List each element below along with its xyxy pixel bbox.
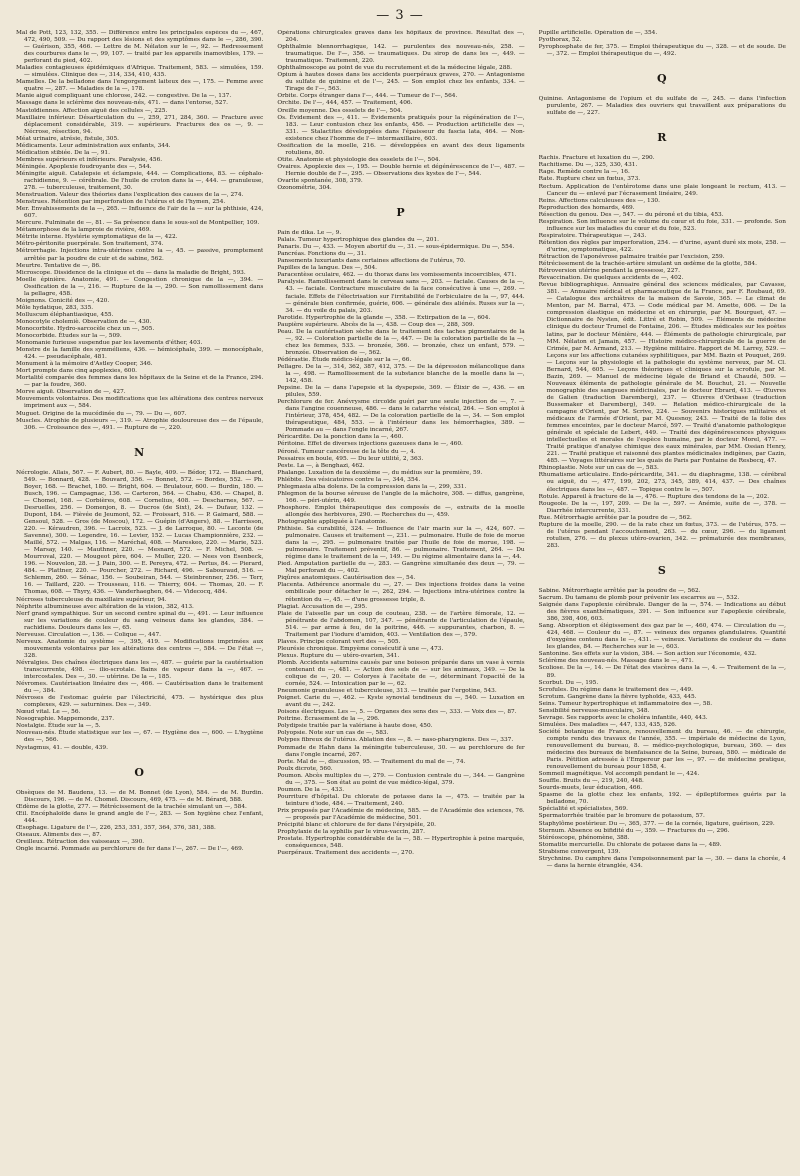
index-entry: Monstre de la famille des symméliens, 436. — hémicéphale, 399. — monocéphale, 424. — pseudacéphale, 481. [16,347,264,361]
index-entry: Oreille moyenne. Des osselets de l'—, 504. [277,107,403,114]
index-entry: Peste. La —, à Benghazi, 462. [277,462,365,469]
index-entry: Plomb. Accidents saturnins causés par une boisson préparée dans un vase à vernis contenant du —, 481. — Action des sels de — sur les animaux, 349. — De la colique de —, 20. — Coloryes à l'acétate de —, déterminant l'opacité de la cornée, 524. — Intoxication par le —, 62. [277,659,525,688]
index-entry: Pupille artificielle. Opération de —, 354. [538,30,658,36]
index-entry: Polypes fibreux de l'utérus. Ablation des —, 8. — naso-pharyngiens. Des —, 337. [277,737,514,744]
index-entry: Nerveuse. Circulation —, 136. — Colique —, 447. [16,631,162,638]
index-entry: Névralgies. Des chaînes électriques dans les —, 487. — guérie par la cautérisation transcurrente, 498. — ilio-scrotale. Bains de vapeur dans la —, 467. — intercostales. Des —, 30. — utérine. De la —, 185. [16,659,264,681]
index-entry: Nerveux. Anatomie du système —, 395, 419. — Modifications imprimées aux mouvements volontaires par les altérations des centres —, 584. — De l'état —, 328. [16,638,264,659]
index-entry: Môle hydatique, 283, 335. [16,304,94,311]
index-entry: Sacrum. Du tamanu de plomb pour prévenir les escarres au —, 532. [538,595,740,601]
index-entry: Spasme de la glotte chez les enfants, 192. — épileptiformes guéris par la belladone, 70. [538,792,786,806]
index-entry: Néphrite albumineuse avec altération de la vision, 382, 413. [16,603,194,610]
index-entry: Mastoïdiennes. Affection aiguë des cellules —, 225. [16,107,168,114]
index-entry: Saignée dans l'apoplexie cérébrale. Danger de la —, 574. — Indications au début des fièvres exanthématiques, 391. — Son influence sur l'apoplexie cérébrale, 386, 398, 406, 603. [538,602,786,623]
index-entry: Pancréas. Fonctions du —, 31. [277,251,367,258]
index-entry: Rétraction de l'aponévrose palmaire traitée par l'excision, 259. [538,253,725,260]
index-entry: Santonine. Ses effets sur la vision, 384. — Son action sur l'économie, 432. [538,651,757,658]
index-entry: Perchlorure de fer. Anévrysme circoïde guéri par une seule injection de —, 7. — dans l'angine couenneuse, 486. — dans le catarrhe vésical, 264. — Son emploi à l'intérieur, 378, 454, 482. — De la coloration partielle de la —, 34. — Son emploi thérapeutique, 484, 553. — à l'intérieur dans les hémorrhagies, 389. — Pommade au — dans l'ongle incarné, 267. [277,399,525,434]
index-entry: Phalange. Luxation de la deuxième —, du médius sur la première, 59. [277,469,483,476]
section-letter: P [396,206,406,220]
index-entry: Résection du genou. Des —, 547. — du péroné et du tibia, 453. [538,211,724,218]
index-entry: Mal de Pott, 123, 132, 355. — Différence entre les principales espèces du —, 467, 472, 490, 509. — Du rapport des lésions et des symptômes dans le —, 286, 390. — Guérison, 355, 466. — Lettre de M. Nélaton sur le —, 92. — Redressement des courbures dans le —, 99, 107. — traité par les appareils inamovibles, 179. — perforant du pied, 402. [16,30,264,65]
index-entry: Morve aiguë. Observation de —, 427. [16,389,126,396]
index-entry: Mer. Envahissements de la —, 265. — Influence de l'air de la — sur la phthisie, 424, 607. [16,206,264,220]
index-entry: Massage dans le sclérème des nouveau-nés, 471. — dans l'entorse, 527. [16,100,229,107]
index-entry: Ophthalmoscope au point de vue du recrutement et de la médecine légale, 288. [277,65,512,72]
index-entry: Poulx dicrote, 560. [277,765,333,772]
index-entry: Sclérème des nouveau-nés. Massage dans le —, 471. [538,658,694,665]
index-entry: Microscope. Dissidence de la clinique et du — dans la maladie de Bright, 593. [16,269,246,276]
index-entry: Seins. Tumeur hypertrophique et inflammatoire des —, 58. [538,700,713,707]
index-entry: Orbite. Corps étranger dans l'—, 444. — Tumeur de l'—, 564. [277,93,458,100]
index-entry: Rachis. Fracture et luxation du —, 290. [538,155,655,162]
index-entry: Staphylôme postérieur. Du —, 365, 377. — de la cornée, ligature, guérison, 229. [538,820,775,827]
section-letter: Q [657,72,668,86]
index-entry: Rupture de la moelle, 290. — de la rate chez un fœtus, 373. — de l'utérus, 575. — de l'utérus pendant l'accouchement, 263. — du cœur, 296. — du ligament rotulien, 276. — du plexus utéro-ovarien, 342. — prématurée des membranes, 283. [538,521,786,549]
index-entry: Pédérastie. Étude médico-légale sur la —, 66. [277,356,412,363]
index-entry: Poisons électriques. Les —, 5. — Organes des sens des —, 333. — Voix des —, 87. [277,709,517,716]
index-entry: Paupière supérieure. Abcès de la —, 438. — Coup des —, 288, 309. [277,321,475,328]
index-entry: Spécialité et spécialistes, 569. [538,806,628,813]
index-entry: Rectum. Application de l'entérotome dans une plaie longeant le rectum, 413. — Cancer du — enlevé par l'écrasement linéaire, 249. [538,183,786,197]
index-entry: Rhinoplastie. Note sur un cas de —, 583. [538,465,659,472]
index-column-2 [277,30,524,1166]
index-entry: Rhumatisme articulaire. Endo-péricardite, 341. — du diaphragme, 138. — cérébral ou aiguë, du —, 477, 199, 202, 273, 345, 389, 414, 437. — Des chaînes électriques dans les —, 487. — Topique contre le —, 507. [538,472,786,493]
index-entry: Respiration. Son influence sur le volume du cœur et du foie, 331. — profonde. Son influence sur les maladies du cœur et du foie, 523. [538,218,786,232]
index-entry: Revue bibliographique. Annuaire général des sciences médicales, par Cavasse, 381. — Annuaire médical et pharmaceutique de la France, par F. Roubaud, 69. — Catalogue des archiâtres de la maison de Savoie, 365. — Le climat de Menton, par M. Barral, 473. — Code médical par M. Amette, 606. — De la compression élastique en médecine et en chirurgie, par M. Bourguet, 47. — Dictionnaire de Nysten, édit. Littré et Robin, 509. — Éléments de médecine clinique du docteur Trumel de Fontaine, 206. — Études médicales sur les poètes latins, par le docteur Ménière, 444. — Éléments de pathologie chirurgicale, par MM. Nélaton et Jamain, 457. — Histoire médico-chirurgicale de la guerre de Crimée, par M. Armand, 213. — Hygiène militaire. Rapport de M. Larrey, 529. — Leçons sur les affections cutanées syphilitiques, par MM. Bazin et Pouquet, 269. — Leçons sur la physiologie et la pathologie du système nerveux, par M. Cl. Bernard, 544, 605. — Leçons théoriques et cliniques sur la scrofule, par M. Bazin, 269. — Manuel de médecine légale de Briand et Chaudé, 509. — Nouveaux éléments de pathologie générale de M. Bouchut, 21. — Nouvelle monographie des sangsues médicinales, par le docteur Ebrard, 413. — Œuvres de Galien (traduction Daremberg), 237. — Œuvres d'Oribase (traduction Bussemaker et Daremberg), 349. — Relation médico-chirurgicale de la campagne d'Orient, par M. Scrive, 224. — Souvenirs historiques militaires et médicaux de l'armée d'Orient, par M. Quesnoy, 243. — Traité de la folie des femmes enceintes, par le docteur Marcé, 597. — Traité d'anatomie pathologique générale et spéciale de Lebert, 449. — Traité des dégénérescences physiques intellectuelles et morales de l'espèce humaine, par le docteur Morel, 477. — Traité pratique d'analyse chimique des eaux minérales, par MM. Ossian Henry, 221. — Traité pratique et raisonné des plantes médicinales indigènes, par Cazin, 485. — Voyages littéraires sur les quais de Paris par Fontaine de Resbecq, 47. [538,282,786,465]
index-entry: Stéréoscope, phénomène, 388. [538,834,630,841]
index-entry: Mort prompte dans cinq apoplexies, 600. [16,368,138,375]
index-entry: Polydipsie traitée par la valériane à haute dose, 450. [277,723,433,730]
index-entry: Maladies contagieuses épidémiques d'Afrique. Traitement, 583. — simulées, 159. — simulées. Clinique des —, 314, 334, 410, 435. [16,65,264,79]
index-entry: Membres supérieurs et inférieurs. Paralysie, 456. [16,156,163,163]
index-entry: Mercure. Fulminate de —, 81. — Sa présence dans le sous-sol de Montpellier, 109. [16,220,260,227]
index-entry: Rue. Métrorrhagie arrêtée par la poudre de —, 562. [538,514,692,521]
index-entry: Scrotum. Gangrène dans la fièvre typhoïde, 433, 445. [538,693,697,700]
index-entry: Menstruation. Valeur des théories dans l'explication des causes de la —, 274. [16,192,244,199]
index-entry: Métrite interne. Hystérie symptomatique de la —, 422. [16,234,178,241]
index-entry: Nosographie. Mappemonde, 237. [16,716,115,723]
index-entry: Strychnine. Du camphre dans l'empoisonnement par la —, 30. — dans la chorée, 4 — dans la hernie étranglée, 434. [538,855,786,869]
index-entry: Otite. Anatomie et physiologie des osselets de l'—, 504. [277,156,441,163]
index-entry: Poumon. De la —, 433. [277,786,345,793]
index-entry: Plagiat. Accusation de —, 295. [277,603,368,610]
index-entry: Névromes. Cautérisation linéaire des —, 466. — Cautérisation dans le traitement du —, 384. [16,681,264,695]
index-entry: Piqûres anatomiques. Cautérisation des —, 54. [277,575,416,582]
index-entry: Pellagre. De la —, 314, 362, 387, 412, 375. — De la dépression mélancolique dans la —, 498. — Ramollissement de la substance blanche de la moelle dans la —, 142, 458. [277,363,525,385]
index-entry: Péroné. Tumeur cancéreuse de la tête du —, 4. [277,448,416,455]
index-entry: Monument à la mémoire d'Astley Cooper, 346. [16,361,153,368]
index-entry: Quinine. Antagonisme de l'opium et du sulfate de —, 245. — dans l'infection purulente, 267. — Maladies des ouvriers qui travaillent aux préparations du sulfate de —, 227. [538,96,786,117]
index-entry: Pleurésie chronique. Empyème consécutif à une —, 473. [277,645,444,652]
index-entry: Phthisie. Sa curabilité, 324. — Influence de l'air marin sur la —, 424, 607. — pulmonaire. Causes et traitement —, 231. — pulmonaire. Huile de foie de morue dans la —, 295. — pulmonaire traitée par l'huile de foie de morue, 198. — pulmonaire. Traitement préventif, 86. — pulmonaire. Traitement, 264. — Du régime dans le traitement de la —, 149. — Du régime alimentaire dans la —, 44. [277,526,525,561]
index-entry: Pain de dika. Le —, 9. [277,230,342,237]
index-entry: Revaccination. De quelques accidents de —, 402. [538,275,684,282]
index-entry: Plaves. Principe colorant vert des —, 505. [277,638,401,645]
index-entry: Mortalité comparée des femmes dans les hôpitaux de la Seine et de la France, 294. — par la foudre, 360. [16,375,264,389]
index-column-1 [16,30,263,1166]
index-entry: Papilles de la langue. Des —, 504. [277,265,377,272]
index-entry: Nécroses tuberculeuse du maxillaire supérieur, 94. [16,596,167,603]
index-entry: Molluscum éléphantiasique, 455. [16,311,114,318]
index-entry: Maxillaire inférieur. Désarticulation du —, 259, 271, 284, 360. — Fracture avec déplacement considérable, 319. — supérieurs. Fractures des os —, 9. — Nécrose, résection, 94. [16,114,264,135]
index-entry: Poignet. Carie du —, 462. — Kyste synovial tendineux du —, 540. — Luxation en avant du —, 242. [277,695,525,709]
index-entry: Plaie de l'aisselle par un coup de couteau, 238. — de l'artère fémorale, 12. — pénétrante de l'abdomen, 107, 347. — pénétrante de l'articulation de l'épaule, 514. — par arme à feu, de la poitrine, 446. — suppurantes, charbon, 8. — Traitement par l'iodure d'amidon, 403. — Ventilation des —, 579. [277,610,525,638]
section-letter: O [134,765,145,779]
page-number: — 3 — [376,8,424,23]
index-entry: Prostate. Hypertrophie considérable de la —, 58. — Hypertrophie à peine marquée, conséquences, 548. [277,836,525,850]
index-entry: Nouveau-nés. Étude statistique sur les —, 67. — Hygiène des —, 600. — L'hygiène des —, 566. [16,730,264,744]
index-entry: Pessaires en boule, 495. — Du leur utilité, 2, 363. [277,455,424,462]
index-entry: Polyopsie. Note sur un cas de —, 583. [277,730,389,737]
index-entry: Pourriture d'hôpital. Du chlorate de potasse dans la —, 475. — traitée par la teinture d'iode, 484. — Traitement, 240. [277,793,525,807]
section-letter: R [657,131,668,145]
index-entry: Rate. Rupture chez un fœtus, 373. [538,176,641,183]
index-entry: Pepsine. De la — dans l'apepsie et la dyspepsie, 369. — Élixir de —, 436. — en pilules, 559. [277,385,525,399]
index-entry: Puerpéraux. Traitement des accidents —, 270. [277,850,414,857]
index-entry: Rotule. Appareil à fracture de la —, 476. — Rupture des tendons de la —, 202. [538,493,770,500]
index-entry: Rétention des règles par imperforation, 254. — d'urine, ayant duré six mois, 258. — d'urine, symptomatique, 422. [538,239,786,253]
index-entry: Os. Évidement des —, 411. — Évidements pratiqués pour la régénération de l'—, 183. — Leur contusion chez les enfants, 456. — Production artificielle des —, 331. — Stalactites développées dans l'épaisseur du fascia lata, 464. — Non-existence chez l'homme de l'— intermaxillaire, 603. [277,114,525,142]
index-entry: Monomanie furieuse suspendue par les lavements d'éther, 403. [16,340,203,347]
index-entry: Société botanique de France, renouvellement du bureau, 46. — de chirurgie, compte rendu des travaux de l'année, 355. — impériale de médecine de Lyon, renouvellement du bureau, 8. — médico-psychologique, bureau, 360. — des médecins des bureaux de bienfaisance de la Seine, bureau, 580. — médicale de Paris. Pétition adressée à l'Empereur par les —, 97. — de médecine pratique, renouvellement du bureau pour 1858, 4. [538,728,786,771]
index-entry: Monocotyle cholemiè. Observation de —, 430. [16,318,152,325]
index-entry: Ossification de la moelle, 216. — développées en avant des deux ligaments rotuliens, 80. [277,142,525,156]
index-entry: Spermatorrhée traitée par le bromure de potassium, 57. [538,813,705,820]
index-entry: Scorbut. Du —, 195. [538,679,599,686]
index-entry: Pommade de Hahn dans la méningite tuberculeuse, 30. — au perchlorure de fer dans l'ongle incarné, 267. [277,744,525,758]
index-entry: Oiseaux. Aliments des —, 87. [16,831,102,838]
index-entry: Souffle. Bruits du —, 219, 240, 448. [538,778,644,785]
index-entry: Palais. Tumeur hypertrophique des glandes du —, 201. [277,237,439,244]
index-entry: Monocorbide. Études sur la —, 509. [16,333,122,340]
index-entry: Parotide. Hypertrophie de la glande —, 358. — Extirpation de la —, 604. [277,314,491,321]
index-entry: Plexus. Rupture du — utéro-ovarien, 341. [277,652,400,659]
index-entry: Muscles. Atrophie de plusieurs —, 319. — Atrophie douloureuse des — de l'épaule, 306. — Croissance des —, 491. — Rupture de —, 220. [16,417,264,431]
section-letter: N [134,445,146,459]
index-entry: Pneumonie granuleuse et tuberculeuse, 313. — traitée par l'ergotine, 543. [277,688,497,695]
index-entry: Névroses de l'estomac guérie par l'électricité, 475. — hystérique des plus complexes, 429. — saturnines. Des —, 349. [16,695,264,709]
index-entry: Sevrage. Ses rapports avec le choléra infantile, 440, 443. [538,714,708,721]
index-entry: Méningée. Apoplexie foudroyante des —, 544. [16,163,152,170]
index-entry: Photographie appliquée à l'anatomie. [277,519,388,525]
index-entry: Poumon. Abcès multiples du —, 279. — Contusion centrale du —, 344. — Gangrène du —, 375. — Son état au point de vue médico-légal, 379. [277,772,525,786]
index-entry: Métro-péritonite puerpérale. Son traitement, 374. [16,241,164,248]
index-entry: Péritoine. Effet de diverses injections gazeuses dans le —, 460. [277,441,463,448]
index-entry: Sommeil magnétique. Vol accompli pendant le —, 424. [538,771,700,778]
index-entry: Opium à hautes doses dans les accidents puerpéraux graves, 270. — Antagonisme du sulfate de quinine et de l'—, 245. — Son emploi chez les enfants, 334. — Tirage de l'—, 563. [277,72,525,93]
index-entry: Muguet. Origine de la mucédinée du —, 79. — Du —, 607. [16,410,187,417]
index-entry: Nécrologie. Allais, 567. — F. Aubert, 80. — Bayle, 409. — Bédor, 172. — Blanchard, 549. — Bonnard, 428. — Bouvard, 356. — Bonnet, 572. — Bordes, 552. — Ph. Boyer, 168. — Brachet, 180. — Bright, 604. — Brulatour, 600. — Burdin, 180. — Busch, 196. — Campagnac, 136. — Carteron, 564. — Chabu, 436. — Chapel, 8. — Chomel, 168. — Corbières, 608. — Cornelius, 408. — Descharnes, 567. — Desruelles, 256. — Domenjon, 8. — Ducros (de Sixt), 24. — Dufaur, 132. — Dupont, 184. — Fièvée de Jeumont, 52. — Froissart, 516. — P. Gaimard, 588. — Gensoul, 528. — Gros (de Moscou), 172. — Guépin (d'Angers), 88. — Harrisson, 220. — Kéraudren, 396. — Lacroix, 523. — J. de Larroque, 80. — Leconte (de Savenne), 300. — Legendre, 16. — Levier, 152. — Lucas Championnière, 232. — Maillé, 572. — Malgas, 116. — Maréchal, 408. — Mareskeo, 220. — Marie, 523. — Marsay, 140. — Mauthner, 220. — Mesnard, 572. — F. Michel, 508. — Mourroval, 220. — Mougeot père, 604. — Muller, 220. — Nees von Esenbeck, 196. — Nouvelon, 28. — J. Pain, 300. — E. Pereyra, 472. — Pertus, 84. — Pierard, 484. — Plattner, 220. — Pourcher, 272. — Richard, 496. — Sabouraud, 516. — Schlemm, 260. — Sénac, 156. — Soubeiran, 544. — Steinbrenner, 256. — Terr, 16. — Taillard, 220. — Trousseau, 116. — Thierry, 604. — Thomas, 20. — F. Thomas, 608. — Thyry, 436. — Vanderhaeghen, 64. — Videcocq, 484. [16,469,264,596]
index-entry: Phlébite. Des vésicatoires contre la —, 344, 354. [277,476,421,483]
index-entry: Monocorbite. Hydro-sarcocèle chez un —, 505. [16,325,155,332]
index-entry: Respiratoire. Thérapeutique —, 243. [538,232,647,239]
index-entry: Phlegmasia alba dolens. De la compression dans la —, 299, 331. [277,483,467,490]
index-entry: Mamelles. De la belladone dans l'engorgement laiteux des —, 175. — Femme avec quatre —, 287. — Maladies de la —, 178. [16,79,264,93]
index-entry: Sourds-muets, leur éducation, 466. [538,785,643,792]
index-entry: Prix proposés par l'Académie de médecine, 585. — de l'Académie des sciences, 76. — proposés par l'Académie de médecine, 501. [277,807,525,821]
index-entry: Rachitisme. Du —, 325, 330, 431. [538,162,638,169]
section-letter: S [657,563,667,577]
index-columns [16,30,786,1166]
index-entry: Peau. De la cautérisation sèche dans le traitement des taches pigmentaires de la —, 92. — Coloration partielle de la —, 447. — De la coloration partielle de la —, chez les femmes, 533. — bronzée, 366. — bronzée, chez un enfant, 579. — bronzée. Observation de —, 562. [277,328,525,356]
index-entry: Sabine. Métrorrhagie arrêtée par la poudre de —, 562. [538,587,701,594]
index-entry: Pansements luxuriants dans certaines affections de l'utérus, 70. [277,258,466,265]
index-column-3 [539,30,786,1166]
index-entry: Rougeole. De la —, 197, 209. — De la —, 597. — Anémie, suite de —, 378. — Diarrhée intercurrente, 331. [538,500,786,514]
index-entry: Sensibilité nerveuse-musculaire, 348. [538,707,650,714]
index-entry: Rage. Remède contre la —, 16. [538,169,630,176]
index-entry: Simulées. Des maladies —, 447, 133, 435, 526. [538,721,677,728]
index-entry: Opérations chirurgicales graves dans les hôpitaux de province. Résultat des —, 204. [277,30,525,44]
index-entry: Poitrine. Écrasement de la —, 296. [277,716,380,723]
index-entry: Orchite. De l'—, 444, 457. — Traitement, 406. [277,100,413,107]
index-entry: Stomatite mercurielle. Du chlorate de potasse dans la —, 489. [538,841,722,848]
index-entry: Nostalgie. Étude sur la —, 5. [16,723,101,730]
index-entry: Métamorphose de la lamproie de rivière, 469. [16,227,152,234]
index-entry: Obsèques de M. Baudens, 13. — de M. Bonnet (de Lyon), 584. — de M. Burdin. Discours, 196. — de M. Chomel. Discours, 469, 475. — de M. Bérard, 588. [16,789,264,803]
index-entry: Nœud vital. Le —, 56. [16,709,81,716]
index-entry: Scrofules. Du régime dans le traitement des —, 449. [538,686,693,693]
index-entry: Pied. Amputation partielle du —, 283. — Gangrène simultanée des deux —, 79. — Mal perforant du —, 402. [277,561,525,575]
index-entry: Médicaments. Leur administration aux enfants, 344. [16,142,171,149]
index-entry: Paracentèse oculaire, 462. — du thorax dans les vomissements incoercibles, 471. [277,272,517,279]
index-entry: Nystagmus, 41. — double, 439. [16,744,108,751]
index-entry: Reins. Affections calculeuses des —, 130. [538,197,660,204]
index-entry: Méningite aiguë. Catalepsie et éclampsie, 444. — Complications, 83. — céphalo-rachidienne, 9. — cérébrale. De l'huile de croton dans la —, 444. — granuleuse, 278. — tuberculeuse, traitement, 30. [16,170,264,192]
index-entry: Phlegmon de la bourse séreuse de l'angle de la mâchoire, 308. — diffus, gangrène, 166. — péri-utérin, 449. [277,490,525,504]
index-entry: Meurtre. Tentative de —, 86. [16,262,101,269]
index-entry: Œdème de la glotte, 277. — Rétrécissement de la trachée simulant un —, 584. [16,803,247,810]
index-entry: Pyrophosphate de fer, 375. — Emploi thérapeutique du —, 328. — et de soude. De —, 372. — Emploi thérapeutique du —, 492. [538,44,786,58]
index-entry: Méat urinaire, atrésie, fistule, 305. [16,135,119,142]
index-entry: Menstrues. Rétention par imperforation de l'utérus et de l'hymen, 254. [16,199,226,206]
index-entry: Sternum. Absence ou bifidité du —, 359. — Fractures du —, 296. [538,827,730,834]
index-entry: Précipité blanc et chlorure de fer dans l'érysipèle, 20. [277,822,436,829]
index-entry: Panaris. Du —, 433. — Moyen abortif du —, 31. — sous-épidermique. Du —, 554. [277,244,515,251]
index-entry: Œsophage. Ligature de l'—, 226, 253, 351, 357, 364, 376, 381, 388. [16,824,216,831]
index-entry: Métrorrhagie. Injections intra-utérines contre la —, 45. — passive, promptement arrêtée par la poudre de cuir et de sabine, 562. [16,248,264,262]
index-entry: Oreilleux. Rétraction des vaisseaux —, 390. [16,838,145,845]
index-entry: Reproduction des homards, 469. [538,204,635,211]
index-entry: Péricardite. De la ponction dans la —, 460. [277,434,404,441]
index-entry: Scoliose. De la —, 14. — De l'état des viscères dans la —, 4. — Traitement de la —, 89. [538,665,786,679]
index-entry: Moelle épinière. Anatomie, 491. — Congestion chronique de la —, 394. — Ossification de la —, 216. — Rupture de la —, 290. — Son ramollissement dans la pellagre, 458. [16,276,264,297]
index-entry: Prophylaxie de la syphilis par le virus-vaccin, 287. [277,829,426,836]
index-entry: Placenta. Adhérence anormale du —, 27. — Des injections froides dans la veine ombilicale pour détacher le —, 262, 294. — Injections intra-utérines contre la rétention du —, 45. — d'une grossesse triple, 8. [277,582,525,603]
index-entry: Manie aiguë compliquant une chlorose, 242. — congestive. De la —, 137. [16,93,232,100]
index-entry: Médication stibiée. De la —, 91. [16,149,110,156]
index-entry: Pyothorax, 52. [538,37,582,44]
index-entry: Strabisme convergent, 139. [538,848,621,855]
index-entry: Ongle incarné. Pommade au perchlorure de fer dans l'—, 267. — De l'—, 469. [16,845,244,852]
index-entry: Porte. Mal de —, discussion, 95. — Traitement du mal de —, 74. [277,758,466,765]
index-entry: Phosphore. Emploi thérapeutique des composés de —, extraits de la moelle allongée des herbivores, 290. — Recherches du —, 459. [277,504,525,518]
index-entry: Ovaires. Apoplexie des —, 195. — Double hernie et dégénérescence de l'—, 487. — Hernie double de l'—, 295. — Observations des kystes de l'—, 544. [277,163,525,177]
index-entry: Ovarite spontanée, 308, 379. [277,177,363,184]
index-entry: Nerf grand sympathique. Sur un second centre spinal du —, 491. — Leur influence sur les variations de couleur du sang veineux dans les glandes, 384. — rachidiens. Douleurs dans les —, 65. [16,610,264,631]
index-entry: Moignons. Conicité des —, 420. [16,297,110,304]
index-entry: Ozonométrie, 304. [277,185,332,192]
index-entry: Sang. Absorption et élégissement des gaz par le —, 460, 474. — Circulation du —, 424, 468. — Couleur du —, 87. — veineux des organes glandulaires. Quantité d'oxygène contenu dans le —, 431. — veineux. Variations de couleur du — dans les glandes, 84. — Recherches sur le —, 603. [538,623,786,651]
index-entry: Paralysie. Ramollissement dans le cerveau sans —, 203. — faciale. Causes de la —, 43. — faciale. Contracture musculaire de la face consécutive à une —, 269. — faciale. Effets de l'électrisation sur l'irritabilité de l'orbiculaire de la —, 97, 444. — générale bien confirmée, guérie, 606. — générale des aliénés. Ruses sur la —, 34. — du voile du palais, 203. [277,279,525,314]
index-entry: Rétroversion utérine pendant la grossesse, 227. [538,268,680,275]
index-entry: Ophthalmie blennorrhagique, 142. — purulentes des nouveau-nés, 258. — traumatique. De l'—, 356. — traumatiques. Du sirop de dans les —, 449. — traumatique. Traitement, 220. [277,44,525,65]
index-entry: Rétrécissement de la trachée-artère simulant un œdème de la glotte, 584. [538,261,757,268]
index-entry: Œil. Encéphaloïde dans le grand angle de l'—, 283. — Son hygiène chez l'enfant, 444. [16,810,264,824]
index-entry: Mouvements volontaires. Des modifications que les altérations des centres nerveux impriment aux —, 584. [16,396,264,410]
